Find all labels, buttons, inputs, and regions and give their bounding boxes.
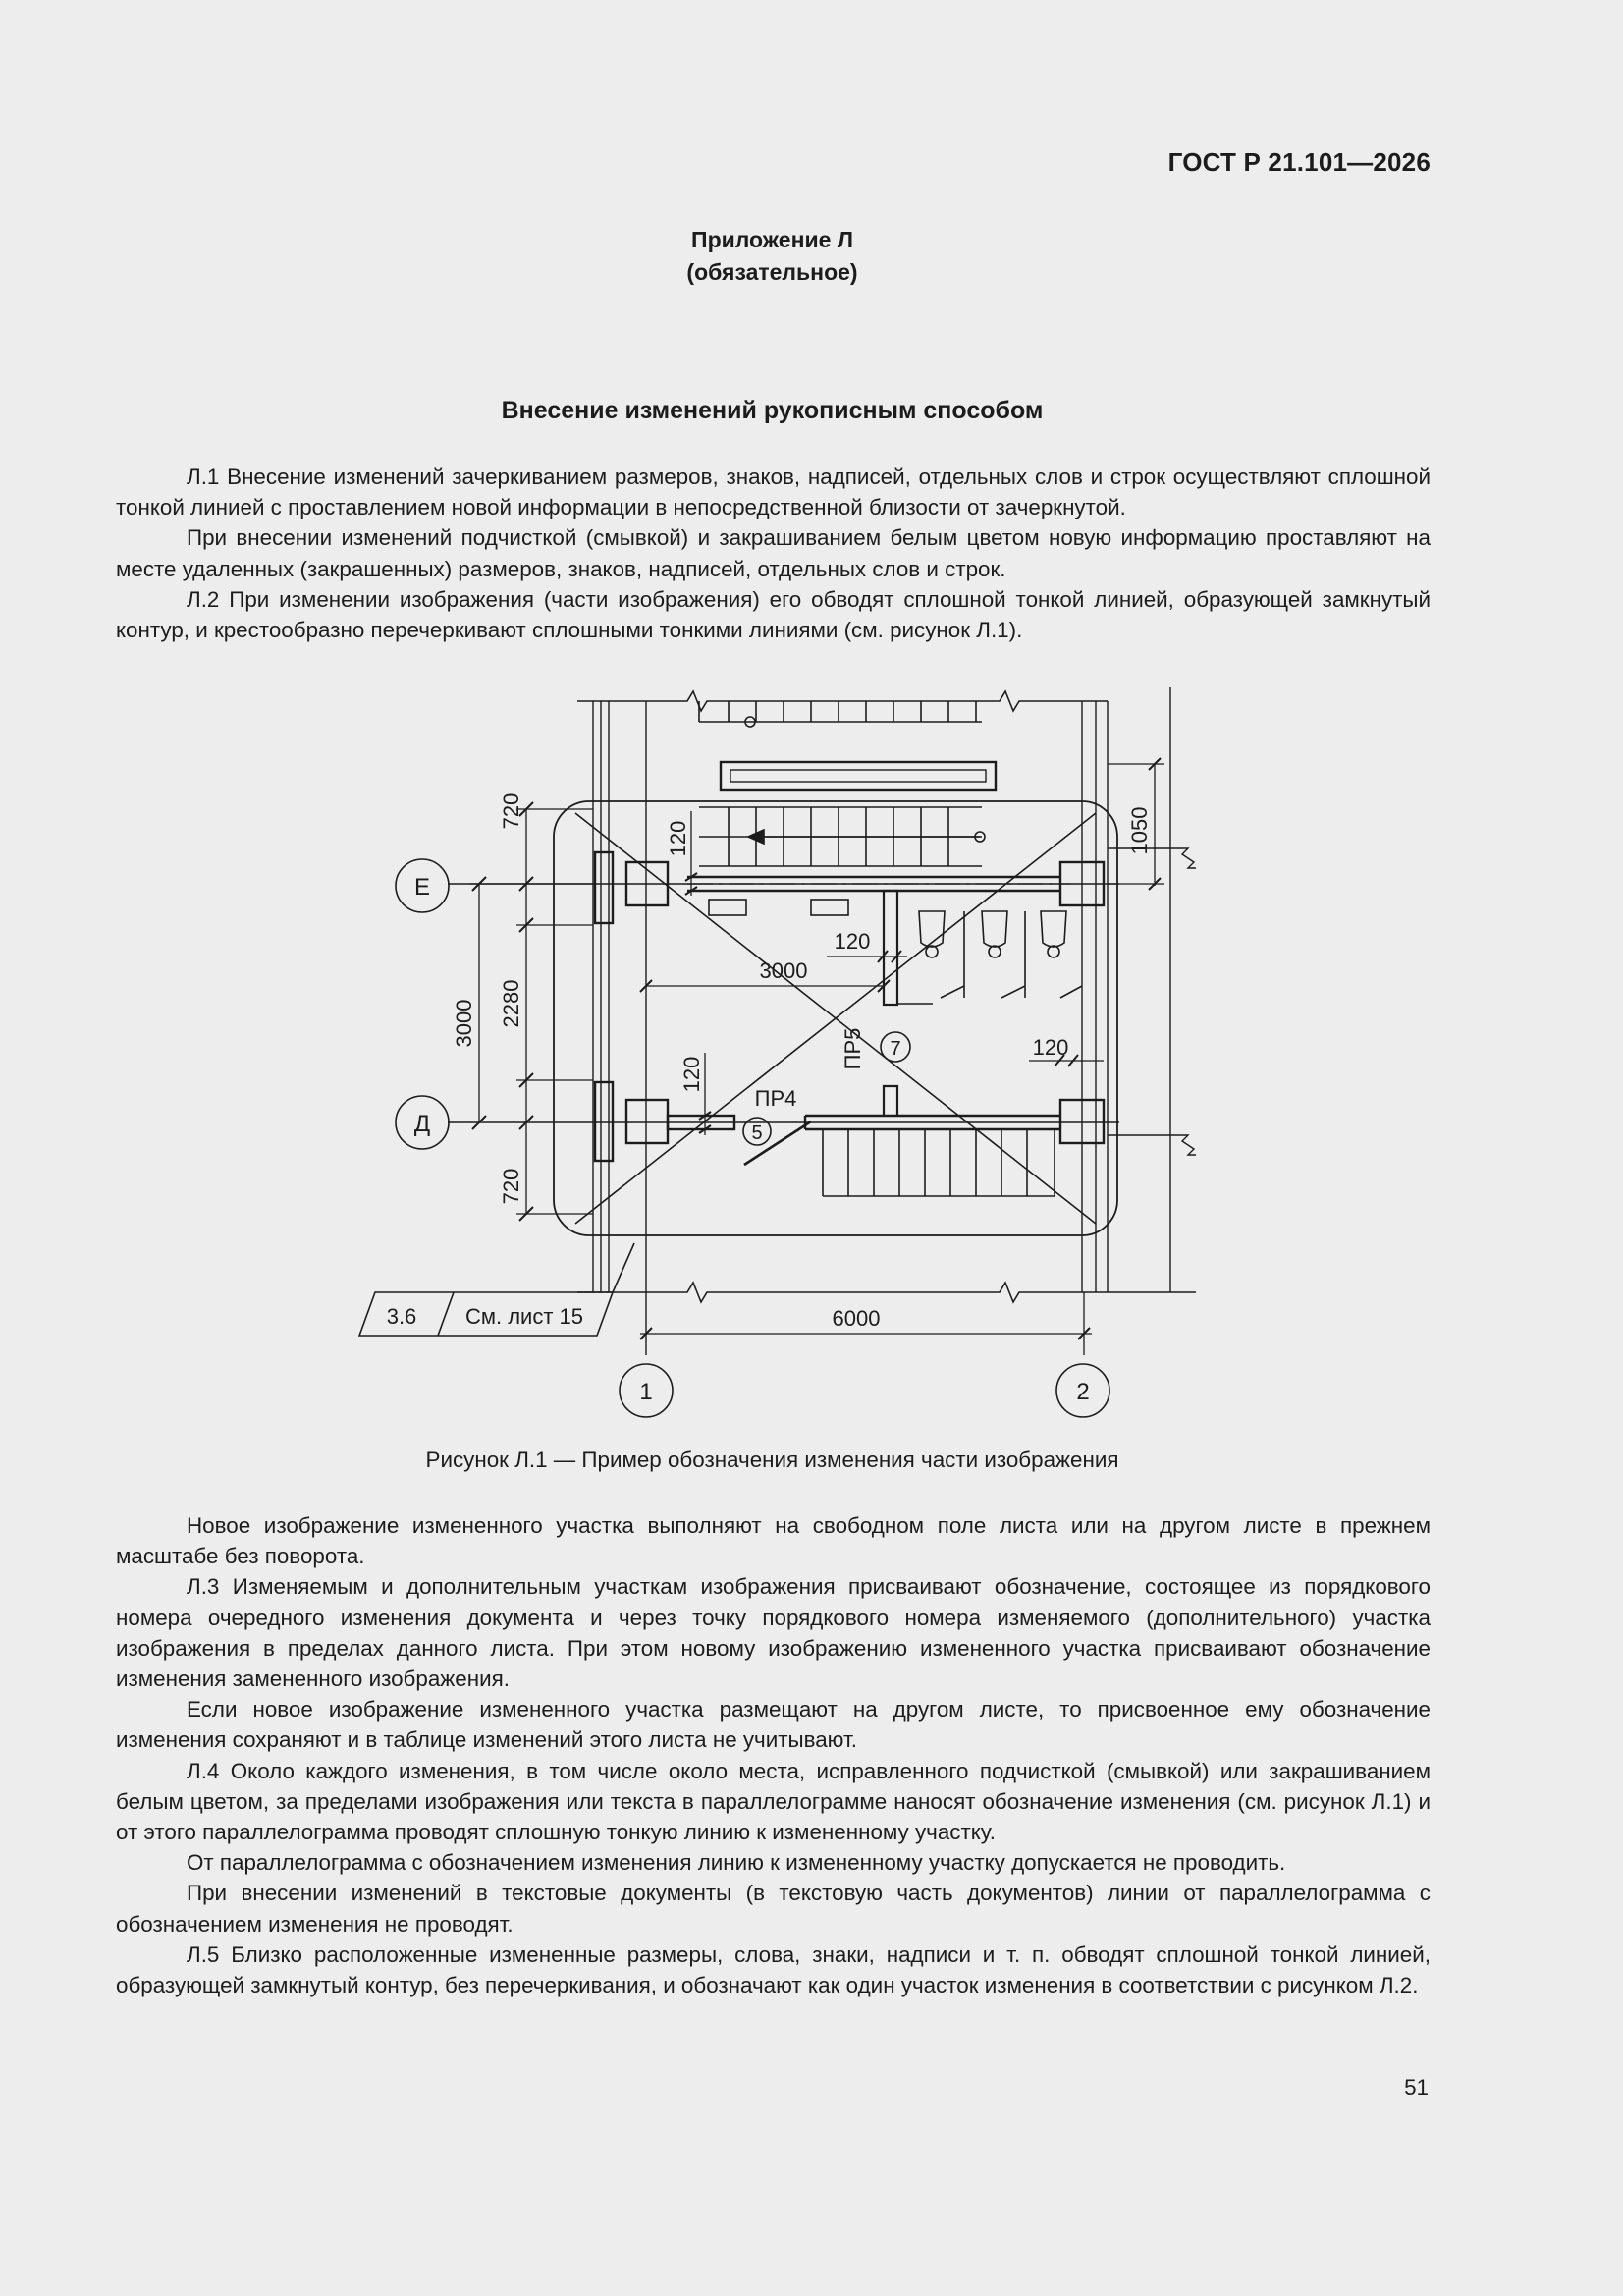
change-tag-number: 3.6 — [386, 1304, 417, 1329]
appendix-title: Приложение Л — [691, 227, 853, 252]
page-number: 51 — [1404, 2075, 1429, 2100]
section-title: Внесение изменений рукописным способом — [501, 397, 1044, 424]
bottom-break-line — [577, 1283, 1196, 1302]
paragraph-l3: Л.3 Изменяемым и дополнительным участкам изображения присваивают обозначение, состоящее из порядкового номера очередного изменения документа и через точку порядкового номера изменяемого (дополнительного) участка изображения в пределах данного листа. При этом новому изображению измененного участка присваивают обозначение изменения замененного изображения. — [116, 1574, 1431, 1692]
paragraph-l2: Л.2 При изменении изображения (части изображения) его обводят сплошной тонкой линией, образующей замкнутый контур, и крестообразно перечеркивают сплошными тонкими линиями (см. рисунок Л.1). — [116, 586, 1431, 643]
dimension-120-top: 120 — [666, 820, 690, 857]
dimension-1050: 1050 — [1127, 806, 1152, 855]
section-title-wrap — [0, 397, 1623, 425]
right-break-mark — [1108, 848, 1196, 868]
document-code: ГОСТ Р 21.101—2026 — [1167, 147, 1431, 177]
sink — [709, 900, 746, 915]
text-block-top — [116, 462, 1431, 645]
paragraph: При внесении изменений в текстовые документы (в текстовую часть документов) линии от параллелограмма с обозначением изменения не проводят. — [116, 1881, 1431, 1937]
dimension-120-right: 120 — [1032, 1035, 1069, 1060]
dimension-3000-inner: 3000 — [759, 958, 808, 983]
axis-label-2: 2 — [1076, 1379, 1090, 1405]
paragraph-l4: Л.4 Около каждого изменения, в том числе около места, исправленного подчисткой (смывкой) или закрашиванием белым цветом, за пределами изображения или текста в параллелограмме наносят обозначение изменения (см. рисунок Л.1) и от этого параллелограмма проводят сплошную тонкую линию к измененному участку. — [116, 1758, 1431, 1845]
dimension-6000: 6000 — [832, 1306, 881, 1331]
text-block-bottom — [116, 1510, 1431, 2000]
figure-caption-wrap — [0, 1448, 1623, 1473]
paragraph: От параллелограмма с обозначением изменения линию к измененному участку допускается не проводить. — [187, 1850, 1286, 1876]
paragraph: Если новое изображение измененного участка размещают на другом листе, то присвоенное ему обозначение изменения сохраняют и в таблице изменений этого листа не учитывают. — [116, 1697, 1431, 1753]
partition-stub-low — [884, 1086, 897, 1116]
appendix-status: (обязательное) — [686, 259, 858, 285]
dimension-720-bottom: 720 — [499, 1168, 523, 1205]
paragraph-l5: Л.5 Близко расположенные измененные размеры, слова, знаки, надписи и т. п. обводят сплошной тонкой линией, образующей замкнутый контур, без перечеркивания, и обозначают как один участок изменения в соответствии с рисунком Л.2. — [116, 1941, 1431, 1998]
marker-5: 5 — [751, 1122, 763, 1144]
dimension-3000-left: 3000 — [452, 999, 476, 1048]
sink — [811, 900, 848, 915]
left-dimension-chain — [469, 802, 593, 1221]
figure-l1 — [344, 678, 1208, 1434]
wall-axis-e — [595, 852, 1104, 923]
dimension-720-top: 720 — [499, 793, 523, 830]
top-break-line — [577, 691, 1108, 711]
marker-7: 7 — [890, 1038, 901, 1060]
paragraph: При внесении изменений подчисткой (смывкой) и закрашиванием белым цветом новую информацию проставляют на месте удаленных (закрашенных) размеров, знаков, надписей, отдельных слов и строк. — [116, 525, 1431, 581]
paragraph: Новое изображение измененного участка выполняют на свободном поле листа или на другом листе в прежнем масштабе без поворота. — [116, 1513, 1431, 1569]
dimension-120-mid: 120 — [834, 929, 871, 954]
axis-label-d: Д — [413, 1111, 431, 1137]
label-pr4: ПР4 — [754, 1086, 797, 1111]
floor-plan-drawing — [344, 678, 1208, 1434]
change-tag-text: См. лист 15 — [464, 1304, 584, 1329]
label-pr5: ПР5 — [840, 1027, 865, 1070]
figure-caption: Рисунок Л.1 — Пример обозначения изменения части изображения — [425, 1448, 1119, 1472]
toilet-group — [919, 911, 1082, 998]
dimension-120-low: 120 — [679, 1056, 704, 1093]
partition-stub — [884, 891, 897, 1005]
dimension-2280: 2280 — [499, 979, 523, 1028]
staircase-top — [699, 701, 996, 866]
axis-label-e: Е — [413, 874, 431, 901]
appendix-heading — [0, 224, 1623, 289]
right-break-mark — [1108, 1135, 1196, 1155]
paragraph-l1: Л.1 Внесение изменений зачеркиванием размеров, знаков, надписей, отдельных слов и строк осуществляют сплошной тонкой линией с проставлением новой информации в непосредственной близости от зачеркнутой. — [116, 465, 1431, 520]
axis-label-1: 1 — [639, 1379, 653, 1405]
